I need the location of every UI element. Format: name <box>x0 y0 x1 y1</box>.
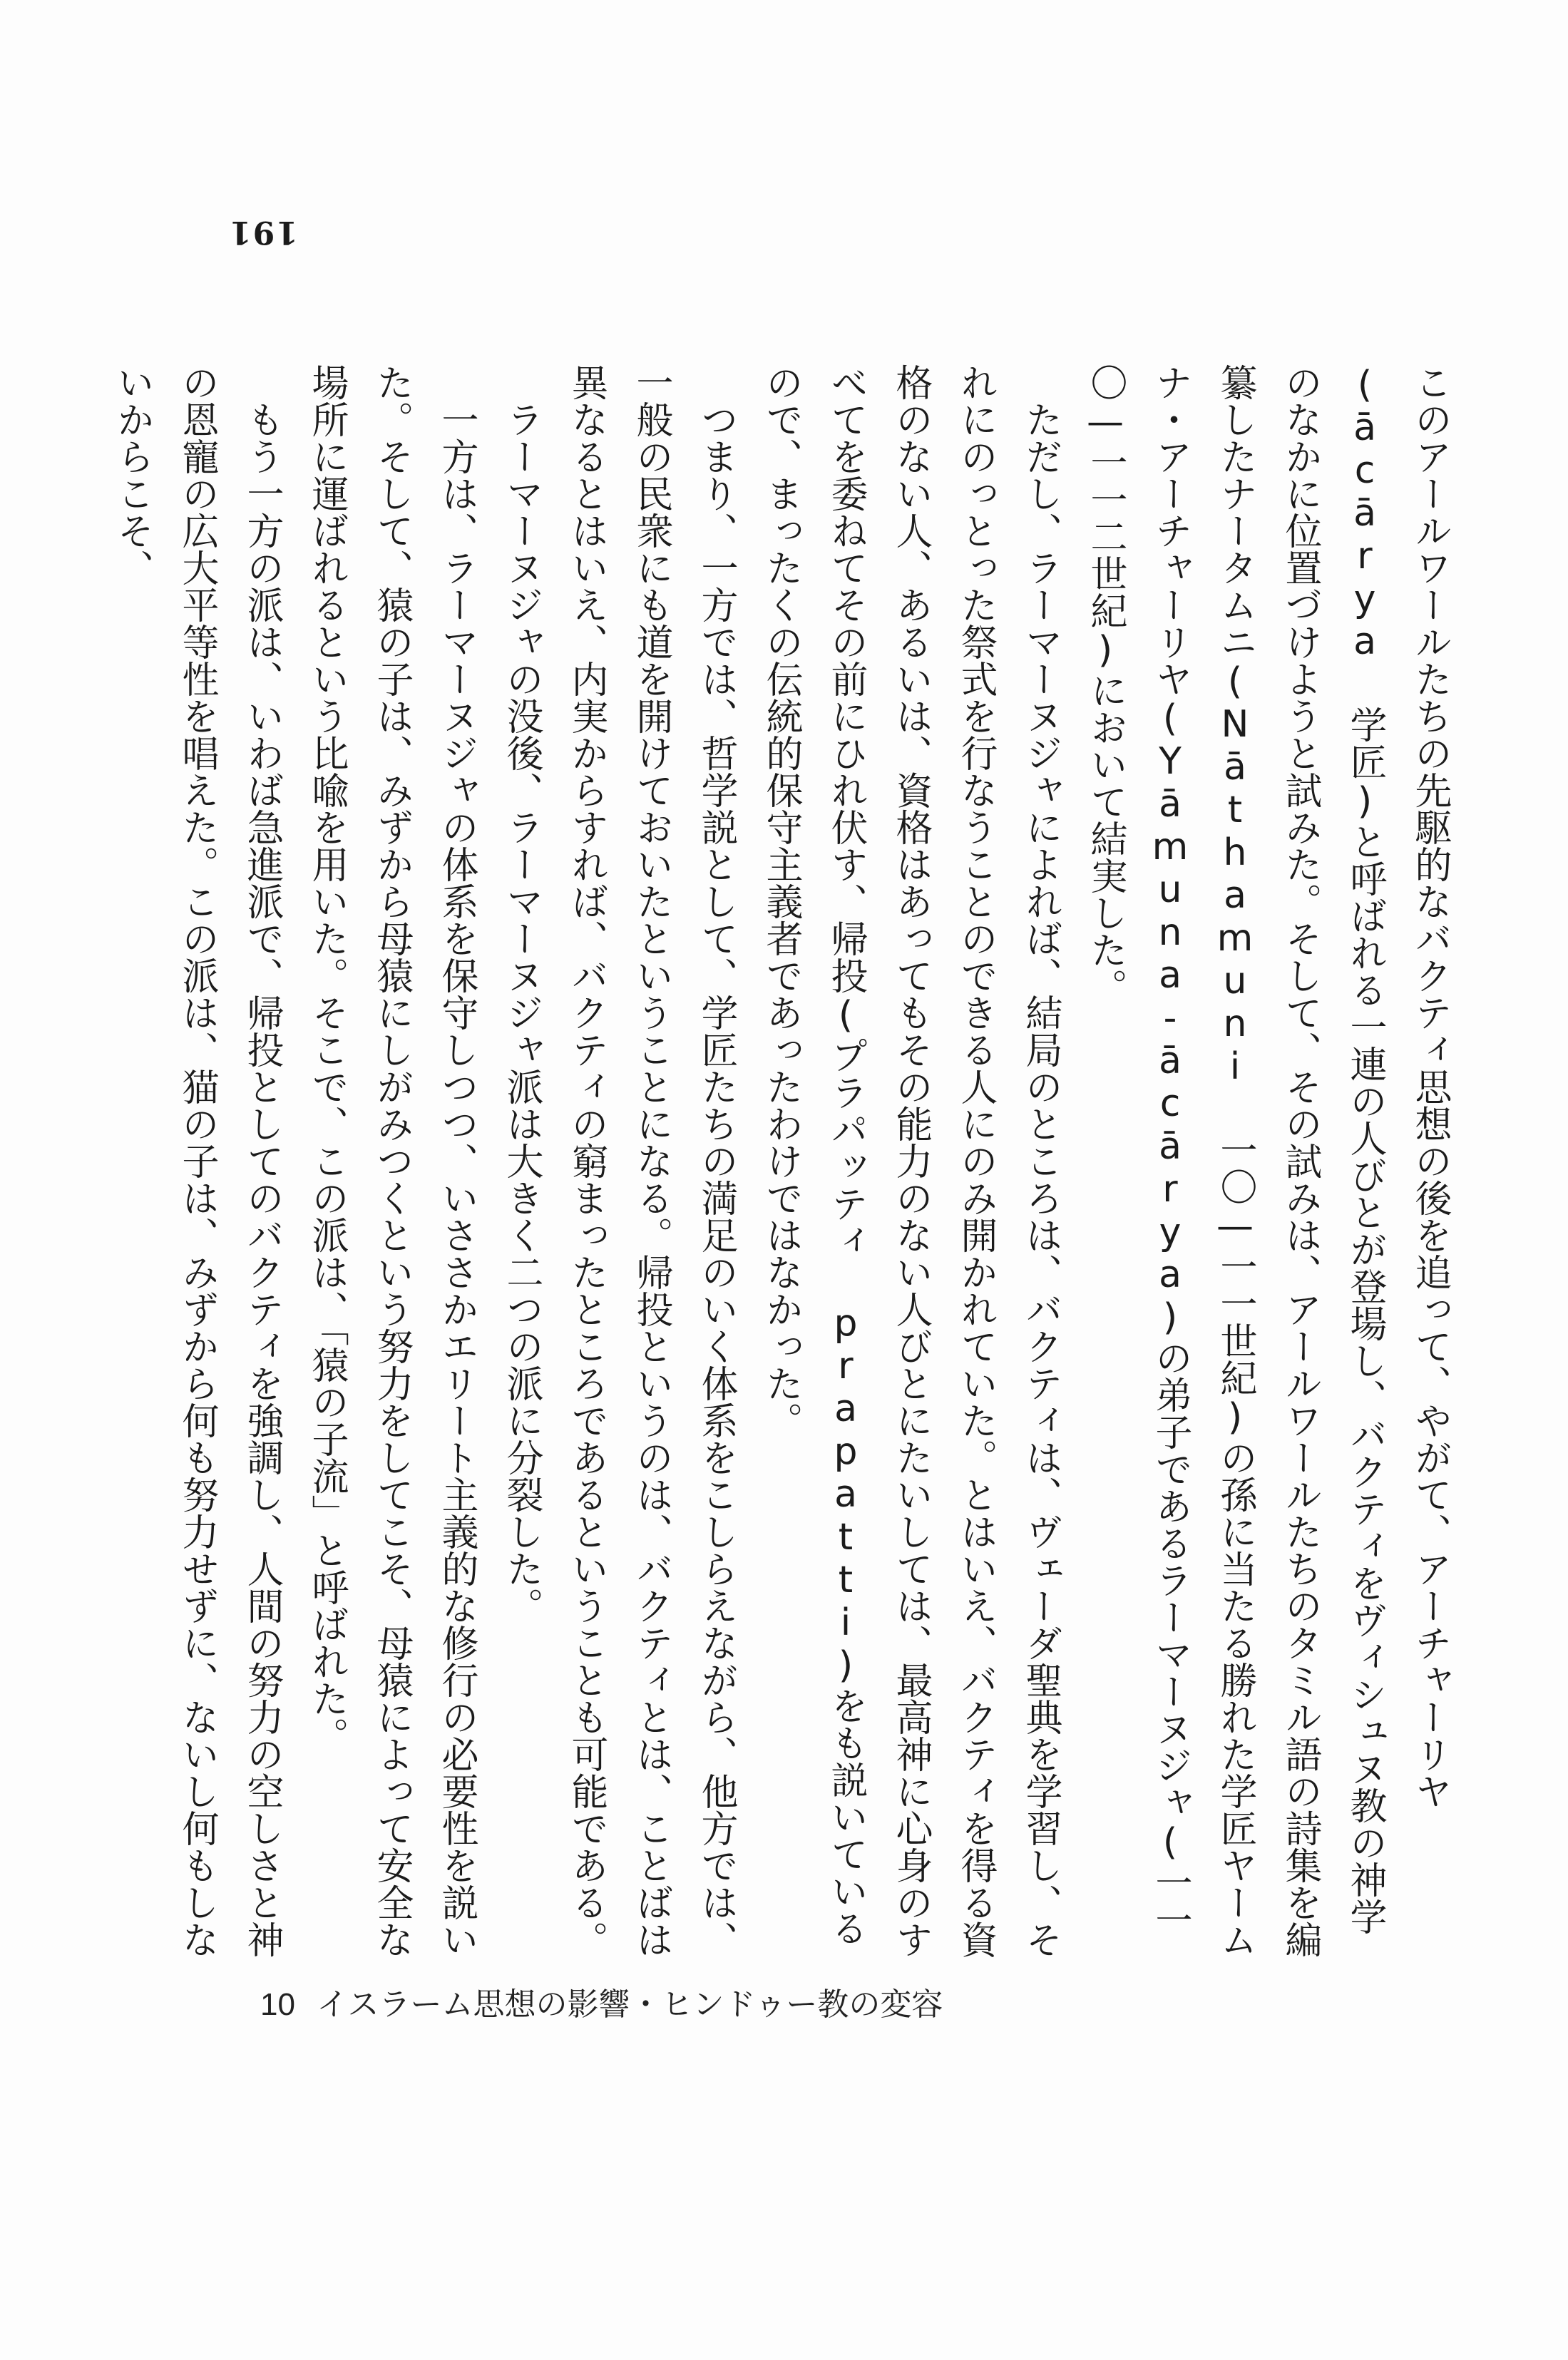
chapter-title: イスラーム思想の影響・ヒンドゥー教の変容 <box>316 1986 943 2023</box>
chapter-number: 10 <box>260 1987 295 2022</box>
paragraph-1: このアールワールたちの先駆的なバクティ思想の後を追って、やがて、アーチャーリヤ(ācārya 学匠)と呼ばれる一連の人びとが登場し、バクティをヴィシュヌ教の神学のなかに位置づけようと試みた。そして、その試みは、アールワールたちのタミル語の詩集を編纂したナータムニ(Nāthamuni 一〇—一一世紀)の孫に当たる勝れた学匠ヤームナ・アーチャーリヤ(Yāmuna-ācārya)の弟子であるラーマーヌジャ(一一〇—一一二世紀)において結実した。 <box>1084 364 1451 1958</box>
running-head <box>260 1979 943 2024</box>
paragraph-6: もう一方の派は、いわば急進派で、帰投としてのバクティを強調し、人間の努力の空しさと神の恩寵の広大平等性を唱えた。この派は、猫の子は、みずから何も努力せずに、ないし何もしないからこそ、 <box>111 364 283 1958</box>
paragraph-4: ラーマーヌジャの没後、ラーマーヌジャ派は大きく二つの派に分裂した。 <box>500 401 543 1624</box>
vertical-body-text <box>111 364 1462 1961</box>
page-number: 191 <box>228 214 298 250</box>
paragraph-3: つまり、一方では、哲学説として、学匠たちの満足のいく体系をこしらえながら、他方では、一般の民衆にも道を開けておいたということになる。帰投というのは、バクティとは、ことばは異なるとはいえ、内実からすれば、バクティの窮まったところであるということも可能である。 <box>565 364 737 1958</box>
paragraph-5: 一方は、ラーマーヌジャの体系を保守しつつ、いささかエリート主義的な修行の必要性を説いた。そして、猿の子は、みずから母猿にしがみつくという努力をしてこそ、母猿によって安全な場所に運ばれるという比喩を用いた。そこで、この派は、「猿の子流」と呼ばれた。 <box>305 364 478 1958</box>
paragraph-2: ただし、ラーマーヌジャによれば、結局のところは、バクティは、ヴェーダ聖典を学習し、それにのっとった祭式を行なうことのできる人にのみ開かれていた。とはいえ、バクティを得る資格のない人、あるいは、資格はあってもその能力のない人びとにたいしては、最高神に心身のすべてを委ねてその前にひれ伏す、帰投(プラパッティ prapatti)をも説いているので、まったくの伝統的保守主義者であったわけではなかった。 <box>759 364 1062 1958</box>
